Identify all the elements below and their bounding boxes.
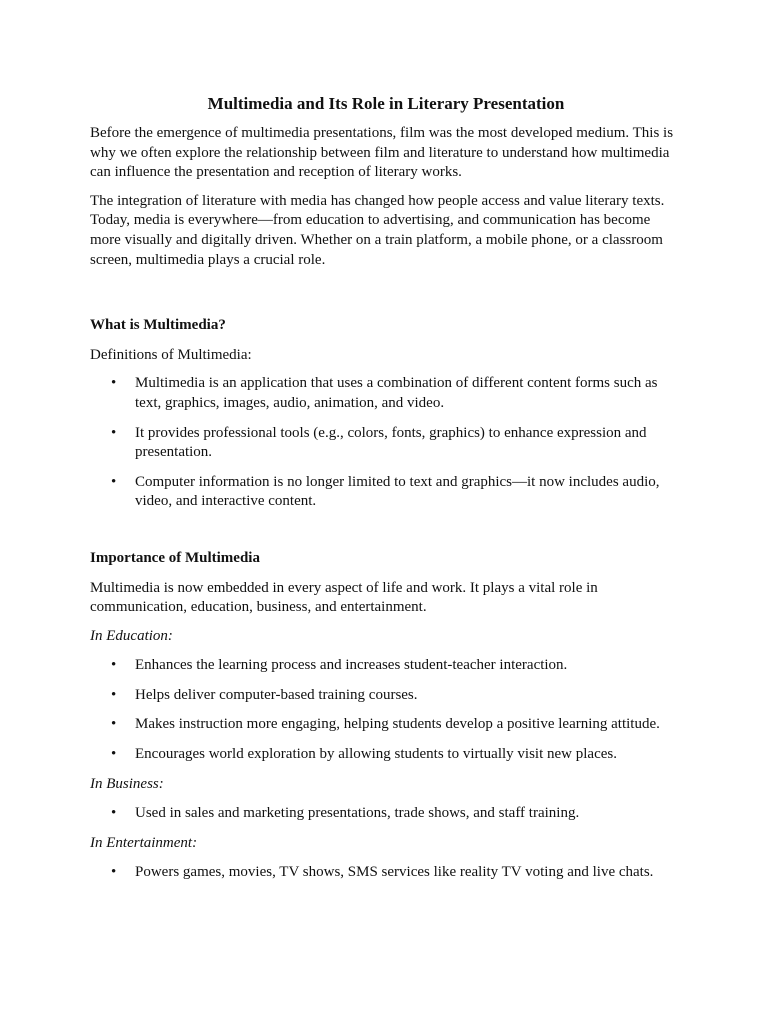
list-item: [90, 473, 682, 512]
document-page: [90, 92, 682, 893]
list-item: [90, 745, 682, 765]
entertainment-label: In Entertainment:: [90, 834, 198, 851]
intro-paragraph-1: Before the emergence of multimedia presentations, film was the most developed medium. This is why we often explore the relationship between film and literature to understand how multimedia can influence the presentation and reception of literary works.: [90, 125, 674, 181]
list-item-text: Computer information is no longer limited to text and graphics—it now includes audio, video, and interactive content.: [135, 473, 660, 510]
list-item: [90, 686, 682, 706]
bullet-icon: •: [111, 686, 117, 703]
list-item-text: Makes instruction more engaging, helping students develop a positive learning attitude.: [135, 716, 660, 733]
list-item: [90, 804, 682, 824]
list-item: [90, 715, 682, 735]
education-list: [90, 656, 682, 764]
bullet-icon: •: [111, 805, 117, 822]
list-item-text: Powers games, movies, TV shows, SMS services like reality TV voting and live chats.: [135, 864, 654, 881]
list-item: [90, 424, 682, 463]
definitions-label: Definitions of Multimedia:: [90, 346, 252, 363]
bullet-icon: •: [111, 375, 117, 392]
list-item-text: Enhances the learning process and increases student-teacher interaction.: [135, 657, 568, 674]
list-item: [90, 656, 682, 676]
section-spacer: [90, 522, 682, 549]
section-spacer: [90, 279, 682, 316]
education-label: In Education:: [90, 627, 173, 644]
section-heading-importance: Importance of Multimedia: [90, 549, 260, 566]
business-list: [90, 804, 682, 824]
section-heading-what-is-multimedia: What is Multimedia?: [90, 317, 226, 334]
importance-intro: Multimedia is now embedded in every aspect of life and work. It plays a vital role in communication, education, business, and entertainment.: [90, 579, 598, 616]
list-item-text: It provides professional tools (e.g., colors, fonts, graphics) to enhance expression and presentation.: [135, 424, 647, 461]
bullet-icon: •: [111, 473, 117, 490]
list-item-text: Used in sales and marketing presentations, trade shows, and staff training.: [135, 805, 580, 822]
intro-paragraph-2: The integration of literature with media has changed how people access and value literary texts. Today, media is everywhere—from education to advertising, and communication has become more visually and digitally driven. Whether on a train platform, a mobile phone, or a classroom screen, multimedia plays a crucial role.: [90, 192, 665, 268]
bullet-icon: •: [111, 864, 117, 881]
bullet-icon: •: [111, 657, 117, 674]
list-item: [90, 374, 682, 413]
bullet-icon: •: [111, 424, 117, 441]
list-item-text: Multimedia is an application that uses a combination of different content forms such as text, graphics, images, audio, animation, and video.: [135, 375, 658, 411]
bullet-icon: •: [111, 746, 117, 763]
business-label: In Business:: [90, 775, 164, 792]
entertainment-list: [90, 863, 682, 883]
bullet-icon: •: [111, 716, 117, 733]
definitions-list: [90, 374, 682, 512]
document-title: Multimedia and Its Role in Literary Presentation: [207, 94, 565, 113]
list-item: [90, 863, 682, 883]
list-item-text: Helps deliver computer-based training courses.: [135, 686, 418, 703]
list-item-text: Encourages world exploration by allowing students to virtually visit new places.: [135, 746, 617, 763]
